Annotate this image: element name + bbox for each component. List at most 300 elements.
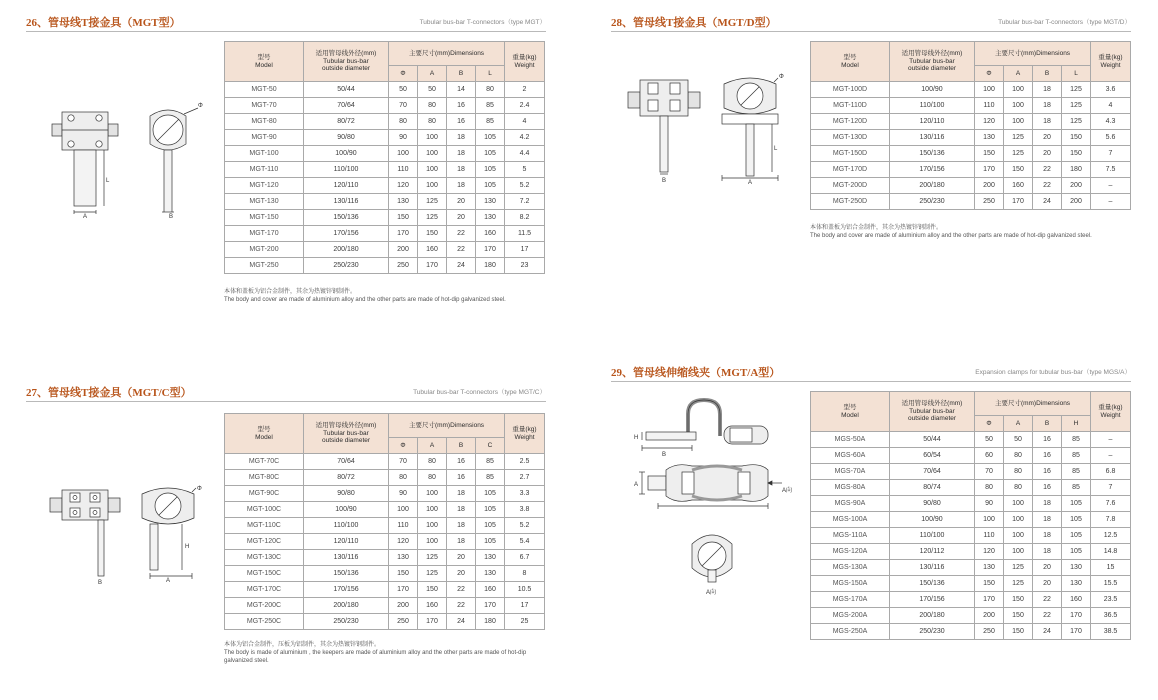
table-cell: 125 (418, 566, 447, 582)
table-cell: MGT-130 (225, 194, 304, 210)
table-cell: 22 (1033, 162, 1062, 178)
table-cell: 130 (1062, 560, 1091, 576)
table-row (225, 258, 545, 274)
table-row (811, 194, 1131, 210)
section-27 (26, 384, 546, 404)
b-label: B (662, 178, 667, 184)
header-col: C (476, 438, 505, 454)
table-cell: 18 (1033, 496, 1062, 512)
table-cell: 125 (418, 194, 447, 210)
table-row (811, 560, 1131, 576)
table-cell: 16 (1033, 480, 1062, 496)
table-cell: 80 (1004, 480, 1033, 496)
table-cell: 100 (418, 178, 447, 194)
table-cell: 120 (389, 534, 418, 550)
header-col: Φ (975, 416, 1004, 432)
table-cell: 150 (1062, 130, 1091, 146)
table-cell: 20 (1033, 576, 1062, 592)
table-row (811, 480, 1131, 496)
mgt-d-connector-svg (626, 70, 786, 186)
table-cell: 16 (447, 114, 476, 130)
table-row (225, 534, 545, 550)
table-cell: 180 (476, 258, 505, 274)
table-row (811, 512, 1131, 528)
a-label: A (83, 214, 88, 220)
table-cell: 150 (1062, 146, 1091, 162)
table-cell: 150/136 (890, 146, 975, 162)
header-dimensions: 主要尺寸(mm)Dimensions (389, 42, 505, 66)
section-header (611, 364, 1131, 382)
table-row (811, 162, 1131, 178)
table-cell: – (1091, 448, 1131, 464)
table-cell: 5 (505, 162, 545, 178)
table-cell: 180 (476, 614, 505, 630)
table-cell: 80 (1004, 464, 1033, 480)
note-en: The body and cover are made of aluminium alloy and the other parts are made of hot-dip galvanized steel. (810, 233, 1092, 239)
section-title: 27、管母线T接金具（MGT/C型） (26, 387, 192, 399)
header-diameter: 适用管母线外径(mm) Tubular bus-bar outside diameter (890, 42, 975, 82)
table-cell: 160 (476, 582, 505, 598)
table-cell: MGS-130A (811, 560, 890, 576)
table-cell: 8 (505, 566, 545, 582)
note-cn: 本体和盖板为铝合金制件，其余为热镀锌钢制件。 (810, 225, 943, 231)
table-cell: 7.8 (1091, 512, 1131, 528)
table-cell: 10.5 (505, 582, 545, 598)
table-cell: 18 (1033, 98, 1062, 114)
section-note (224, 641, 554, 665)
table-cell: 150 (975, 576, 1004, 592)
table-cell: MGT-250D (811, 194, 890, 210)
table-cell: MGT-100 (225, 146, 304, 162)
header-dimensions: 主要尺寸(mm)Dimensions (975, 42, 1091, 66)
note-cn: 本体和盖板为铝合金制件，其余为热镀锌钢制件。 (224, 289, 357, 295)
h-label: H (634, 435, 639, 441)
table-cell: 160 (418, 242, 447, 258)
table-cell: 150/136 (890, 576, 975, 592)
table-cell: 50 (975, 432, 1004, 448)
mgt-connector-drawing (46, 100, 206, 224)
table-cell: 14.8 (1091, 544, 1131, 560)
table-cell: 24 (1033, 624, 1062, 640)
table-cell: 125 (1004, 560, 1033, 576)
table-cell: 8.2 (505, 210, 545, 226)
header-col: B (1033, 416, 1062, 432)
table-cell: 105 (476, 534, 505, 550)
table-cell: – (1091, 194, 1131, 210)
table-cell: 14 (447, 82, 476, 98)
table-body (225, 82, 545, 274)
table-cell: 250/230 (890, 194, 975, 210)
table-cell: 125 (1062, 98, 1091, 114)
table-cell: 70/64 (890, 464, 975, 480)
table-row (225, 550, 545, 566)
table-cell: 200 (975, 178, 1004, 194)
table-cell: 60/54 (890, 448, 975, 464)
header-diameter: 适用管母线外径(mm) Tubular bus-bar outside diameter (304, 414, 389, 454)
table-cell: 150 (418, 582, 447, 598)
table-cell: 22 (1033, 592, 1062, 608)
table-row (811, 464, 1131, 480)
b-label: B (98, 580, 103, 586)
table-cell: 85 (1062, 464, 1091, 480)
table-cell: 100 (1004, 512, 1033, 528)
table-row (225, 598, 545, 614)
table-cell: MGS-100A (811, 512, 890, 528)
table-cell: 170 (975, 162, 1004, 178)
table-row (811, 178, 1131, 194)
note-en: The body is made of aluminium , the keepers are made of aluminium alloy and the other parts are made of hot-dip galvanized steel. (224, 650, 527, 664)
table-cell: 7.5 (1091, 162, 1131, 178)
table-cell: 110 (389, 518, 418, 534)
table-cell: 3.3 (505, 486, 545, 502)
table-cell: 2.5 (505, 454, 545, 470)
table-cell: 170 (389, 226, 418, 242)
table-cell: 90 (975, 496, 1004, 512)
table-cell: 170/156 (304, 226, 389, 242)
table-row (811, 130, 1131, 146)
table-cell: 50 (1004, 432, 1033, 448)
table-cell: 105 (476, 486, 505, 502)
table-cell: 80 (389, 470, 418, 486)
table-cell: 18 (447, 162, 476, 178)
table-cell: 18 (1033, 82, 1062, 98)
table-cell: 16 (447, 98, 476, 114)
section-title: 29、管母线伸缩线夹（MGT/A型） (611, 367, 781, 379)
table-cell: 100 (975, 82, 1004, 98)
table-cell: 5.2 (505, 178, 545, 194)
table-cell: 85 (1062, 432, 1091, 448)
header-col: A (418, 438, 447, 454)
table-cell: 18 (447, 146, 476, 162)
table-row (225, 242, 545, 258)
table-row (811, 576, 1131, 592)
table-cell: 170 (476, 598, 505, 614)
table-cell: 7 (1091, 146, 1131, 162)
mgt-spec-table (224, 41, 545, 274)
table-cell: 5.4 (505, 534, 545, 550)
table-cell: 50/44 (304, 82, 389, 98)
l-label: L (774, 146, 778, 152)
table-cell: 200/180 (890, 608, 975, 624)
table-cell: MGT-110C (225, 518, 304, 534)
table-cell: 150 (1004, 624, 1033, 640)
table-cell: 90/80 (304, 486, 389, 502)
table-cell: 170 (975, 592, 1004, 608)
table-cell: 100 (1004, 544, 1033, 560)
table-cell: 18 (447, 518, 476, 534)
table-cell: 100 (1004, 114, 1033, 130)
table-cell: 130 (476, 566, 505, 582)
table-body (811, 432, 1131, 640)
table-cell: 5.6 (1091, 130, 1131, 146)
phi-label: Φ (197, 486, 202, 492)
section-28 (611, 14, 1131, 34)
table-cell: MGS-110A (811, 528, 890, 544)
table-cell: 130 (389, 550, 418, 566)
table-cell: 18 (447, 130, 476, 146)
table-cell: 25 (505, 614, 545, 630)
table-cell: 70/64 (304, 98, 389, 114)
table-cell: MGT-100C (225, 502, 304, 518)
table-cell: 70 (389, 98, 418, 114)
table-cell: MGT-90C (225, 486, 304, 502)
table-cell: 105 (1062, 528, 1091, 544)
table-cell: 7 (1091, 480, 1131, 496)
table-cell: MGT-110D (811, 98, 890, 114)
table-cell: 130 (476, 210, 505, 226)
table-row (225, 162, 545, 178)
table-cell: 105 (476, 518, 505, 534)
table-cell: 22 (447, 242, 476, 258)
table-cell: MGS-70A (811, 464, 890, 480)
a-label: A (634, 482, 639, 488)
section-note (224, 288, 554, 304)
table-cell: 130 (975, 130, 1004, 146)
note-cn: 本体为铝合金制件，压板为铝制件，其余为热镀锌钢制件。 (224, 642, 381, 648)
table-cell: 100 (418, 534, 447, 550)
header-model: 型号 Model (811, 42, 890, 82)
phi-label: Φ (779, 74, 784, 80)
table-cell: 2.4 (505, 98, 545, 114)
header-col: L (1062, 66, 1091, 82)
table-cell: 200 (975, 608, 1004, 624)
header-model: 型号 Model (811, 392, 890, 432)
table-cell: 50 (389, 82, 418, 98)
table-cell: 120 (389, 178, 418, 194)
table-cell: 50/44 (890, 432, 975, 448)
table-cell: MGT-200 (225, 242, 304, 258)
section-29 (611, 364, 1131, 384)
note-en: The body and cover are made of aluminium alloy and the other parts are made of hot-dip galvanized steel. (224, 297, 506, 303)
table-cell: 80 (389, 114, 418, 130)
table-cell: 4 (505, 114, 545, 130)
table-cell: 200/180 (304, 242, 389, 258)
header-dimensions: 主要尺寸(mm)Dimensions (389, 414, 505, 438)
table-row (811, 496, 1131, 512)
table-cell: – (1091, 432, 1131, 448)
table-cell: 16 (1033, 432, 1062, 448)
table-cell: 36.5 (1091, 608, 1131, 624)
table-cell: 100 (975, 512, 1004, 528)
table-row (811, 544, 1131, 560)
header-model: 型号 Model (225, 42, 304, 82)
section-subtitle: Expansion clamps for tubular bus-bar（type MGS/A） (975, 369, 1131, 376)
table-cell: 110 (975, 98, 1004, 114)
table-cell: 170 (418, 614, 447, 630)
table-cell: MGS-250A (811, 624, 890, 640)
table-body (811, 82, 1131, 210)
table-cell: MGT-80 (225, 114, 304, 130)
table-cell: 20 (447, 194, 476, 210)
table-cell: 2 (505, 82, 545, 98)
table-cell: 125 (1004, 576, 1033, 592)
table-cell: 120/110 (304, 534, 389, 550)
table-row (225, 566, 545, 582)
table-cell: 200 (1062, 178, 1091, 194)
table-cell: 85 (476, 470, 505, 486)
table-cell: 110/100 (304, 162, 389, 178)
table-cell: 18 (447, 502, 476, 518)
table-row (811, 146, 1131, 162)
mgt-c-connector-svg (46, 484, 206, 588)
header-weight: 重量(kg) Weight (505, 42, 545, 82)
table-cell: MGT-250 (225, 258, 304, 274)
table-cell: 110 (975, 528, 1004, 544)
header-model: 型号 Model (225, 414, 304, 454)
table-cell: 100 (389, 146, 418, 162)
table-cell: 80/72 (304, 470, 389, 486)
table-cell: 120 (975, 544, 1004, 560)
table-cell: 80 (418, 114, 447, 130)
table-row (225, 114, 545, 130)
table-cell: MGS-170A (811, 592, 890, 608)
table-cell: 16 (447, 470, 476, 486)
table-cell: 200/180 (890, 178, 975, 194)
table-cell: 90 (389, 130, 418, 146)
table-cell: 85 (476, 98, 505, 114)
header-weight: 重量(kg) Weight (1091, 392, 1131, 432)
header-weight: 重量(kg) Weight (505, 414, 545, 454)
header-diameter: 适用管母线外径(mm) Tubular bus-bar outside diameter (304, 42, 389, 82)
table-cell: 50 (418, 82, 447, 98)
table-row (225, 82, 545, 98)
table-cell: 150 (1004, 608, 1033, 624)
table-cell: MGT-70C (225, 454, 304, 470)
mgt-d-spec-table (810, 41, 1131, 210)
table-cell: 170/156 (890, 592, 975, 608)
table-cell: MGT-70 (225, 98, 304, 114)
table-cell: 85 (1062, 480, 1091, 496)
header-col: H (1062, 416, 1091, 432)
table-cell: 16 (1033, 448, 1062, 464)
table-cell: 170 (1004, 194, 1033, 210)
table-cell: 125 (1062, 82, 1091, 98)
table-row (225, 470, 545, 486)
table-cell: MGT-110 (225, 162, 304, 178)
table-cell: 150 (389, 210, 418, 226)
table-cell: MGT-50 (225, 82, 304, 98)
table-cell: 4.3 (1091, 114, 1131, 130)
table-cell: 17 (505, 598, 545, 614)
table-cell: 3.6 (1091, 82, 1131, 98)
table-cell: 16 (1033, 464, 1062, 480)
table-cell: 100 (1004, 82, 1033, 98)
table-cell: 130/116 (304, 550, 389, 566)
table-cell: MGS-60A (811, 448, 890, 464)
table-cell: – (1091, 178, 1131, 194)
table-row (811, 82, 1131, 98)
table-cell: MGS-200A (811, 608, 890, 624)
table-cell: 110/100 (890, 528, 975, 544)
table-cell: 100/90 (890, 512, 975, 528)
table-cell: 100 (1004, 528, 1033, 544)
header-col: Φ (389, 438, 418, 454)
table-cell: 80 (476, 82, 505, 98)
table-cell: 12.5 (1091, 528, 1131, 544)
header-col: Φ (975, 66, 1004, 82)
table-cell: 130 (476, 550, 505, 566)
table-cell: MGT-170D (811, 162, 890, 178)
table-cell: MGT-150D (811, 146, 890, 162)
table-cell: 22 (1033, 178, 1062, 194)
table-cell: 3.8 (505, 502, 545, 518)
table-cell: 110/100 (304, 518, 389, 534)
table-cell: 4 (1091, 98, 1131, 114)
table-cell: 200/180 (304, 598, 389, 614)
table-cell: 160 (476, 226, 505, 242)
section-title: 28、管母线T接金具（MGT/D型） (611, 17, 777, 29)
table-cell: 110/100 (890, 98, 975, 114)
mgt-c-spec-table (224, 413, 545, 630)
table-row (811, 448, 1131, 464)
table-row (225, 146, 545, 162)
header-col: B (447, 438, 476, 454)
table-cell: 100 (418, 502, 447, 518)
table-cell: 130/116 (890, 130, 975, 146)
table-cell: 24 (447, 258, 476, 274)
table-row (225, 130, 545, 146)
table-cell: 100 (418, 130, 447, 146)
table-cell: MGS-120A (811, 544, 890, 560)
table-cell: 18 (447, 486, 476, 502)
table-cell: 7.6 (1091, 496, 1131, 512)
section-subtitle: Tubular bus-bar T-connectors（type MGT/D） (998, 19, 1131, 26)
section-title: 26、管母线T接金具（MGT型） (26, 17, 181, 29)
table-cell: 20 (447, 550, 476, 566)
header-col: L (476, 66, 505, 82)
table-cell: 85 (1062, 448, 1091, 464)
table-cell: 250 (389, 258, 418, 274)
table-cell: 80/74 (890, 480, 975, 496)
table-cell: 120/110 (304, 178, 389, 194)
b-label: B (662, 452, 667, 458)
section-header (26, 384, 546, 402)
phi-label: Φ (198, 103, 203, 109)
table-cell: 150 (975, 146, 1004, 162)
table-cell: 100/90 (304, 146, 389, 162)
table-cell: 18 (1033, 528, 1062, 544)
table-cell: 170 (418, 258, 447, 274)
table-cell: 70 (975, 464, 1004, 480)
table-cell: 18 (447, 534, 476, 550)
table-cell: 100 (1004, 98, 1033, 114)
table-cell: 15 (1091, 560, 1131, 576)
table-row (225, 582, 545, 598)
table-cell: 250 (975, 194, 1004, 210)
table-cell: 70 (389, 454, 418, 470)
a-label: A (748, 180, 753, 186)
table-cell: 85 (476, 454, 505, 470)
table-cell: 200 (1062, 194, 1091, 210)
table-cell: 24 (1033, 194, 1062, 210)
table-cell: 160 (418, 598, 447, 614)
table-row (225, 98, 545, 114)
section-subtitle: Tubular bus-bar T-connectors（type MGT/C） (413, 389, 546, 396)
table-cell: 100 (418, 162, 447, 178)
table-cell: 80 (418, 470, 447, 486)
table-cell: 130/116 (304, 194, 389, 210)
table-cell: 130 (389, 194, 418, 210)
table-cell: 100 (1004, 496, 1033, 512)
table-cell: 60 (975, 448, 1004, 464)
table-cell: MGS-150A (811, 576, 890, 592)
table-cell: 105 (476, 146, 505, 162)
table-cell: 125 (1004, 146, 1033, 162)
table-cell: MGT-200C (225, 598, 304, 614)
mgs-expansion-clamp-svg (632, 396, 792, 600)
table-cell: 80 (1004, 448, 1033, 464)
table-cell: 250 (975, 624, 1004, 640)
